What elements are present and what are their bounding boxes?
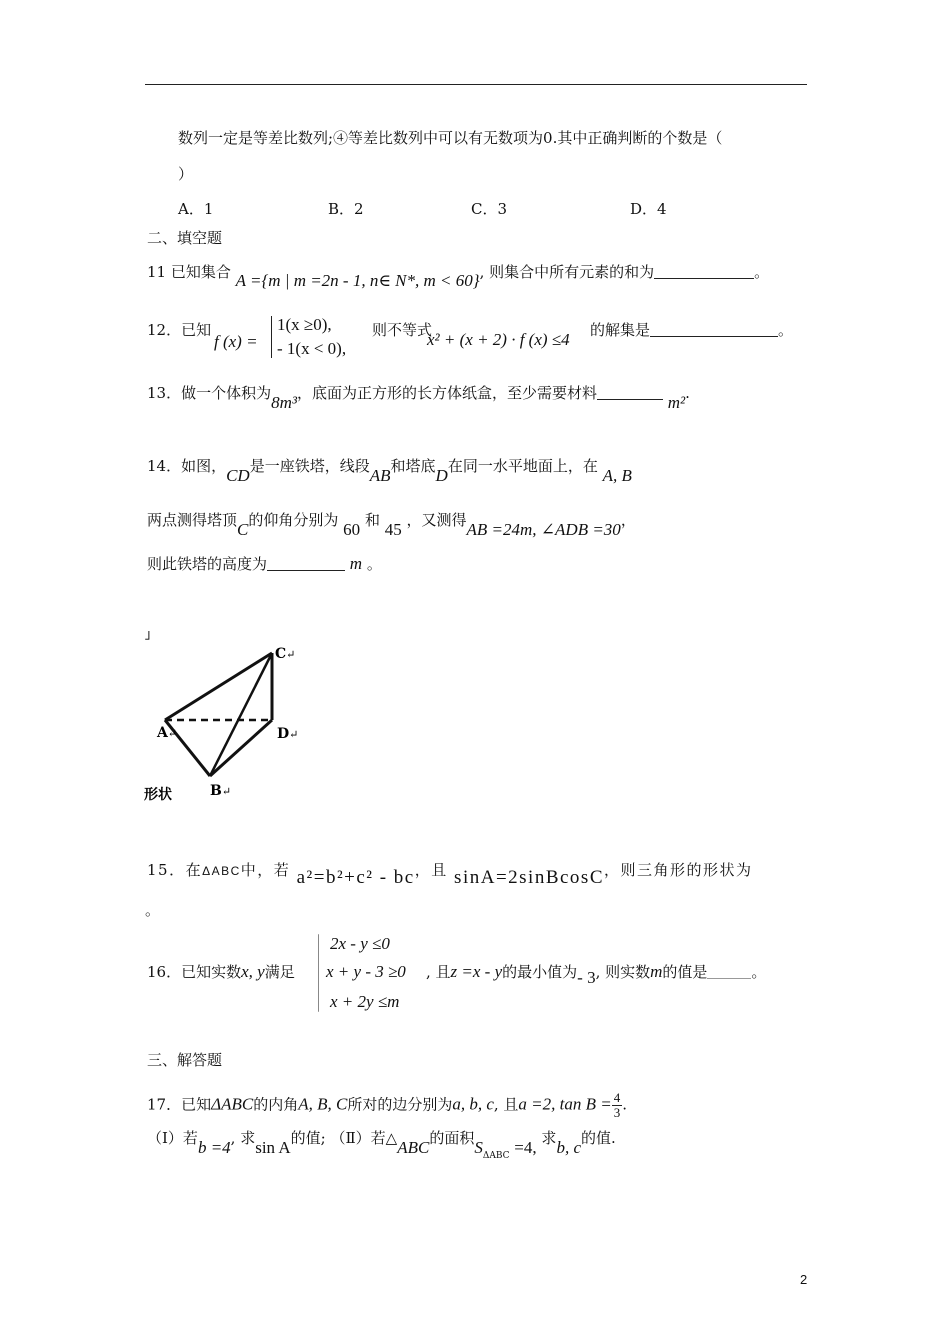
question-15-end: 。 bbox=[145, 901, 161, 919]
question-15: 15．在ΔABC中，若 a²=b²+c² - bc，且 sinA=2sinBcosC，则三角形的形状为 bbox=[147, 861, 753, 888]
constraint-2: x + y - 3 ≥0 bbox=[326, 962, 406, 981]
answer-blank bbox=[267, 556, 345, 571]
question-12-post: 的解集是 。 bbox=[590, 321, 794, 339]
question-12-f: f (x) = bbox=[214, 332, 258, 351]
question-17-line1: 17．已知ΔABC的内角A, B, C所对的边分别为a, b, c, 且a =2, tan B = $\frac{4}{3}$ . bbox=[147, 1090, 628, 1120]
question-14-line1: 14．如图，CD是一座铁塔，线段AB和塔底D在同一水平地面上，在 A, B bbox=[147, 457, 632, 485]
question-12-case2: - 1(x < 0), bbox=[277, 339, 347, 358]
answer-blank bbox=[654, 264, 754, 279]
question-16-pre: 16．已知实数x, y满足 bbox=[147, 962, 295, 981]
answer-blank bbox=[597, 385, 663, 400]
figure-top-mark: 」 bbox=[145, 627, 158, 641]
piecewise-brace bbox=[271, 316, 272, 358]
question-12-pre: 12．已知 bbox=[147, 321, 212, 339]
q10-option-a: A．1 bbox=[178, 200, 214, 218]
constraint-3: x + 2y ≤m bbox=[330, 992, 400, 1011]
page-number: 2 bbox=[800, 1272, 808, 1287]
answer-blank bbox=[707, 964, 751, 979]
q10-option-c: C．3 bbox=[471, 200, 508, 218]
tower-figure bbox=[140, 620, 340, 810]
system-brace bbox=[318, 934, 319, 1012]
header-rule bbox=[145, 84, 807, 85]
label-d: D↵ bbox=[277, 726, 299, 742]
section-fill-blank: 二、填空题 bbox=[147, 229, 223, 247]
question-12-mid: 则不等式 bbox=[372, 321, 433, 339]
question-14-line3: 则此铁塔的高度为 m 。 bbox=[147, 554, 382, 573]
q10-line1: 数列一定是等差比数列;④等差比数列中可以有无数项为0.其中正确判断的个数是（ bbox=[178, 129, 723, 147]
constraint-1: 2x - y ≤0 bbox=[330, 934, 390, 953]
label-b: B↵ bbox=[210, 783, 232, 799]
question-16-post: , 且z =x - y的最小值为- 3, 则实数m的值是 。 bbox=[426, 962, 767, 987]
label-a: A↵ bbox=[157, 725, 178, 741]
fraction-4-3: $\frac{4}{3}$ bbox=[613, 1090, 621, 1120]
q10-line2: ） bbox=[178, 165, 194, 183]
question-11: 11 已知集合 A ={m | m =2n - 1, n∈ N*, m < 60}, 则集合中所有元素的和为 。 bbox=[147, 263, 770, 290]
label-c: C↵ bbox=[275, 646, 296, 662]
edge-bd bbox=[210, 720, 272, 776]
question-12-inequality: x² + (x + 2) · f (x) ≤4 bbox=[427, 330, 570, 349]
q10-option-b: B．2 bbox=[328, 200, 364, 218]
question-17-line2: （Ⅰ）若b =4, 求sin A的值; （Ⅱ）若△ABC的面积$S_{\Delta ABC} =4$, 求b, c的值. bbox=[147, 1129, 616, 1161]
question-13: 13．做一个体积为8m³，底面为正方形的长方体纸盒，至少需要材料 m². bbox=[147, 384, 690, 412]
answer-blank bbox=[650, 322, 778, 337]
figure-caption: 形状 bbox=[144, 787, 172, 803]
q10-option-d: D．4 bbox=[630, 200, 667, 218]
question-12-case1: 1(x ≥0), bbox=[277, 315, 332, 334]
question-14-line2: 两点测得塔顶C的仰角分别为 60 和 45 ，又测得AB =24m, ∠ADB =30， bbox=[147, 511, 636, 539]
section-solve: 三、解答题 bbox=[147, 1051, 223, 1069]
